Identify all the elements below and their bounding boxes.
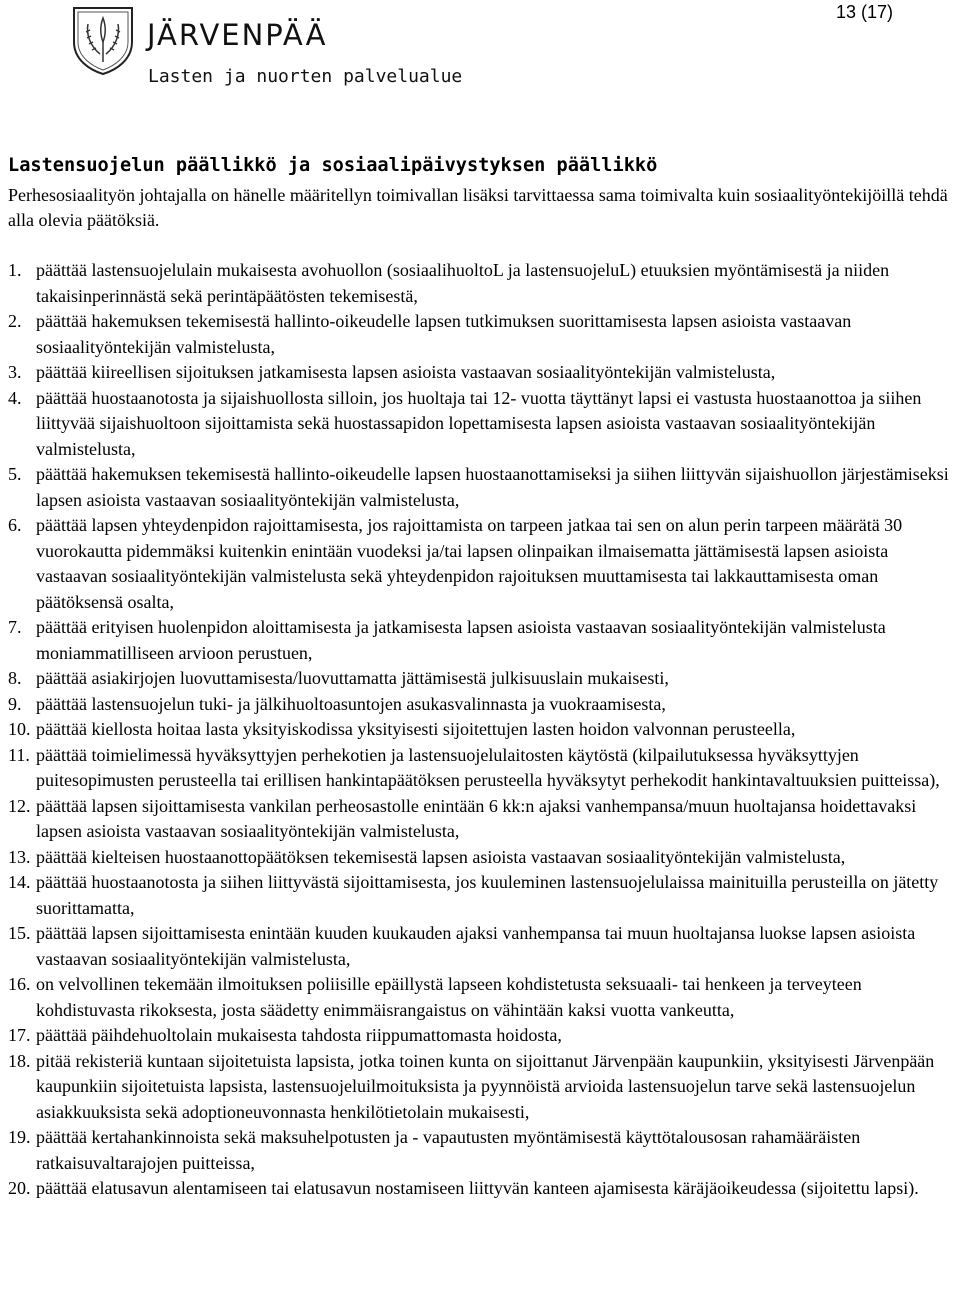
list-item-number: 10. xyxy=(8,719,31,739)
list-item xyxy=(8,870,958,921)
list-item-text: päättää kiellosta hoitaa lasta yksityiskodissa yksityisesti sijoitettujen lasten hoidon valvonnan perusteella, xyxy=(36,719,796,739)
list-item-number: 2. xyxy=(8,311,22,331)
list-item-number: 11. xyxy=(8,744,30,765)
list-item-text: päättää toimielimessä hyväksyttyjen perhekotien ja lastensuojelulaitosten käytöstä (kilpailutuksessa hyväksyttyjen puitesopimusten perusteella tai erillisen hankintapäätöksen perusteella hyväksytyt perhekodit hankintavaltuuksien puitteissa), xyxy=(36,744,940,790)
list-item xyxy=(8,845,958,871)
list-item xyxy=(8,1176,958,1202)
decision-list xyxy=(8,258,958,1202)
list-item-text: pitää rekisteriä kuntaan sijoitetuista lapsista, jotka toinen kunta on sijoittanut Järvenpään kaupunkiin, yksityisesti Järvenpään kaupunkiin sijoitetuista lapsista, lastensuojeluilmoituksista ja pyynnöistä arvioida lastensuojelun tarve sekä lastensuojelun asiakkuuksista sekä adoptioneuvonnasta henkilötietolain mukaisesti, xyxy=(36,1050,935,1122)
list-item xyxy=(8,1125,958,1176)
list-item-text: päättää hakemuksen tekemisestä hallinto-oikeudelle lapsen tutkimuksen suorittamisesta lapsen asioista vastaavan sosiaalityöntekijän valmistelusta, xyxy=(36,311,852,357)
list-item xyxy=(8,309,958,360)
list-item xyxy=(8,360,958,386)
section-title: Lastensuojelun päällikkö ja sosiaalipäivystyksen päällikkö xyxy=(8,155,658,176)
list-item-number: 13. xyxy=(8,846,31,867)
list-item xyxy=(8,692,958,718)
list-item xyxy=(8,386,958,463)
list-item xyxy=(8,258,958,309)
list-item xyxy=(8,717,958,743)
list-item xyxy=(8,972,958,1023)
list-item xyxy=(8,615,958,666)
list-item-text: päättää huostaanotosta ja siihen liittyvästä sijoittamisesta, jos kuuleminen lastensuojelulaissa mainituilla perusteilla on jätetty suorittamatta, xyxy=(36,872,939,918)
page-number: 13 (17) xyxy=(836,2,894,22)
list-item-number: 16. xyxy=(8,974,31,994)
list-item-number: 17. xyxy=(8,1025,31,1045)
list-item-number: 3. xyxy=(8,362,22,382)
list-item-text: päättää kielteisen huostaanottopäätöksen tekemisestä lapsen asioista vastaavan sosiaalityöntekijän valmistelusta, xyxy=(36,846,846,867)
list-item xyxy=(8,666,958,692)
intro-paragraph: Perhesosiaalityön johtajalla on hänelle määritellyn toimivallan lisäksi tarvittaessa sama toimivalta kuin sosiaalityöntekijöillä tehdä alla olevia päätöksiä. xyxy=(8,185,948,230)
coat-of-arms-icon xyxy=(70,4,136,76)
list-item-text: päättää asiakirjojen luovuttamisesta/luovuttamatta jättämisestä julkisuuslain mukaisesti, xyxy=(36,668,669,688)
list-item xyxy=(8,462,958,513)
list-item-number: 4. xyxy=(8,387,22,408)
list-item-number: 15. xyxy=(8,923,31,943)
list-item-number: 1. xyxy=(8,260,22,280)
list-item-number: 6. xyxy=(8,515,22,535)
list-item-text: päättää hakemuksen tekemisestä hallinto-oikeudelle lapsen huostaanottamiseksi ja siihen liittyvän sijaishuollon järjestämiseksi lapsen asioista vastaavan sosiaalityöntekijän valmistelusta, xyxy=(36,464,949,510)
list-item-number: 19. xyxy=(8,1127,31,1147)
list-item-text: päättää kiireellisen sijoituksen jatkamisesta lapsen asioista vastaavan sosiaalityöntekijän valmistelusta, xyxy=(36,362,776,382)
department-name: Lasten ja nuorten palvelualue xyxy=(148,66,463,87)
list-item xyxy=(8,1023,958,1049)
list-item-text: päättää lapsen sijoittamisesta vankilan perheosastolle enintään 6 kk:n ajaksi vanhempansa/muun huoltajansa hoidettavaksi lapsen asioista vastaavan sosiaalityöntekijän valmistelusta, xyxy=(36,795,917,841)
list-item-text: päättää erityisen huolenpidon aloittamisesta ja jatkamisesta lapsen asioista vastaavan sosiaalityöntekijän valmistelusta moniammatilliseen arvioon perustuen, xyxy=(36,617,886,663)
list-item-number: 18. xyxy=(8,1050,31,1071)
list-item xyxy=(8,921,958,972)
list-item xyxy=(8,794,958,845)
list-item-number: 5. xyxy=(8,464,22,484)
list-item-text: päättää lastensuojelulain mukaisesta avohuollon (sosiaalihuoltoL ja lastensuojeluL) etuuksien myöntämisestä ja niiden takaisinperinnästä sekä perintäpäätösten tekemisestä, xyxy=(36,260,890,306)
list-item-number: 9. xyxy=(8,693,22,714)
list-item-text: päättää päihdehuoltolain mukaisesta tahdosta riippumattomasta hoidosta, xyxy=(36,1025,562,1045)
list-item-text: päättää elatusavun alentamiseen tai elatusavun nostamiseen liittyvän kanteen ajamisesta käräjäoikeudessa (sijoitettu lapsi). xyxy=(36,1178,919,1198)
list-item-text: on velvollinen tekemään ilmoituksen poliisille epäillystä lapseen kohdistetusta seksuaali- tai henkeen ja terveyteen kohdistuvasta rikoksesta, josta säädetty enimmäisrangaistus on vähintään kaksi vuotta vankeutta, xyxy=(36,974,862,1020)
list-item-number: 8. xyxy=(8,668,22,688)
list-item-number: 12. xyxy=(8,795,31,816)
list-item-number: 7. xyxy=(8,617,22,637)
list-item xyxy=(8,1049,958,1126)
list-item-text: päättää kertahankinnoista sekä maksuhelpotusten ja - vapautusten myöntämisestä käyttötalousosan rahamääräisten ratkaisuvaltarajojen puitteissa, xyxy=(36,1127,861,1173)
list-item-number: 20. xyxy=(8,1178,31,1198)
list-item-text: päättää lapsen yhteydenpidon rajoittamisesta, jos rajoittamista on tarpeen jatkaa tai sen on alun perin tarpeen määrätä 30 vuorokautta pidemmäksi kuitenkin enintään vuodeksi ja/tai lapsen olinpaikan ilmaisematta jättämisestä lapsen asioista vastaavan sosiaalityöntekijän valmistelusta sekä yhteydenpidon rajoituksen muuttamisesta tai lakkauttamisesta oman päätöksensä osalta, xyxy=(36,515,903,612)
organization-name: JÄRVENPÄÄ xyxy=(147,18,328,52)
list-item-text: päättää lapsen sijoittamisesta enintään kuuden kuukauden ajaksi vanhempansa tai muun huoltajansa luokse lapsen asioista vastaavan sosiaalityöntekijän valmistelusta, xyxy=(36,923,916,969)
list-item xyxy=(8,743,958,794)
list-item xyxy=(8,513,958,615)
list-item-text: päättää huostaanotosta ja sijaishuollosta silloin, jos huoltaja tai 12- vuotta täyttänyt lapsi ei vastusta huostaanottoa ja siihen liittyvää sijaishuoltoon sijoittamista sekä huostassapidon lopettamisesta lapsen asioista vastaavan sosiaalityöntekijän valmistelusta, xyxy=(36,387,922,459)
list-item-text: päättää lastensuojelun tuki- ja jälkihuoltoasuntojen asukasvalinnasta ja vuokraamisesta, xyxy=(36,693,666,714)
list-item-number: 14. xyxy=(8,872,31,892)
